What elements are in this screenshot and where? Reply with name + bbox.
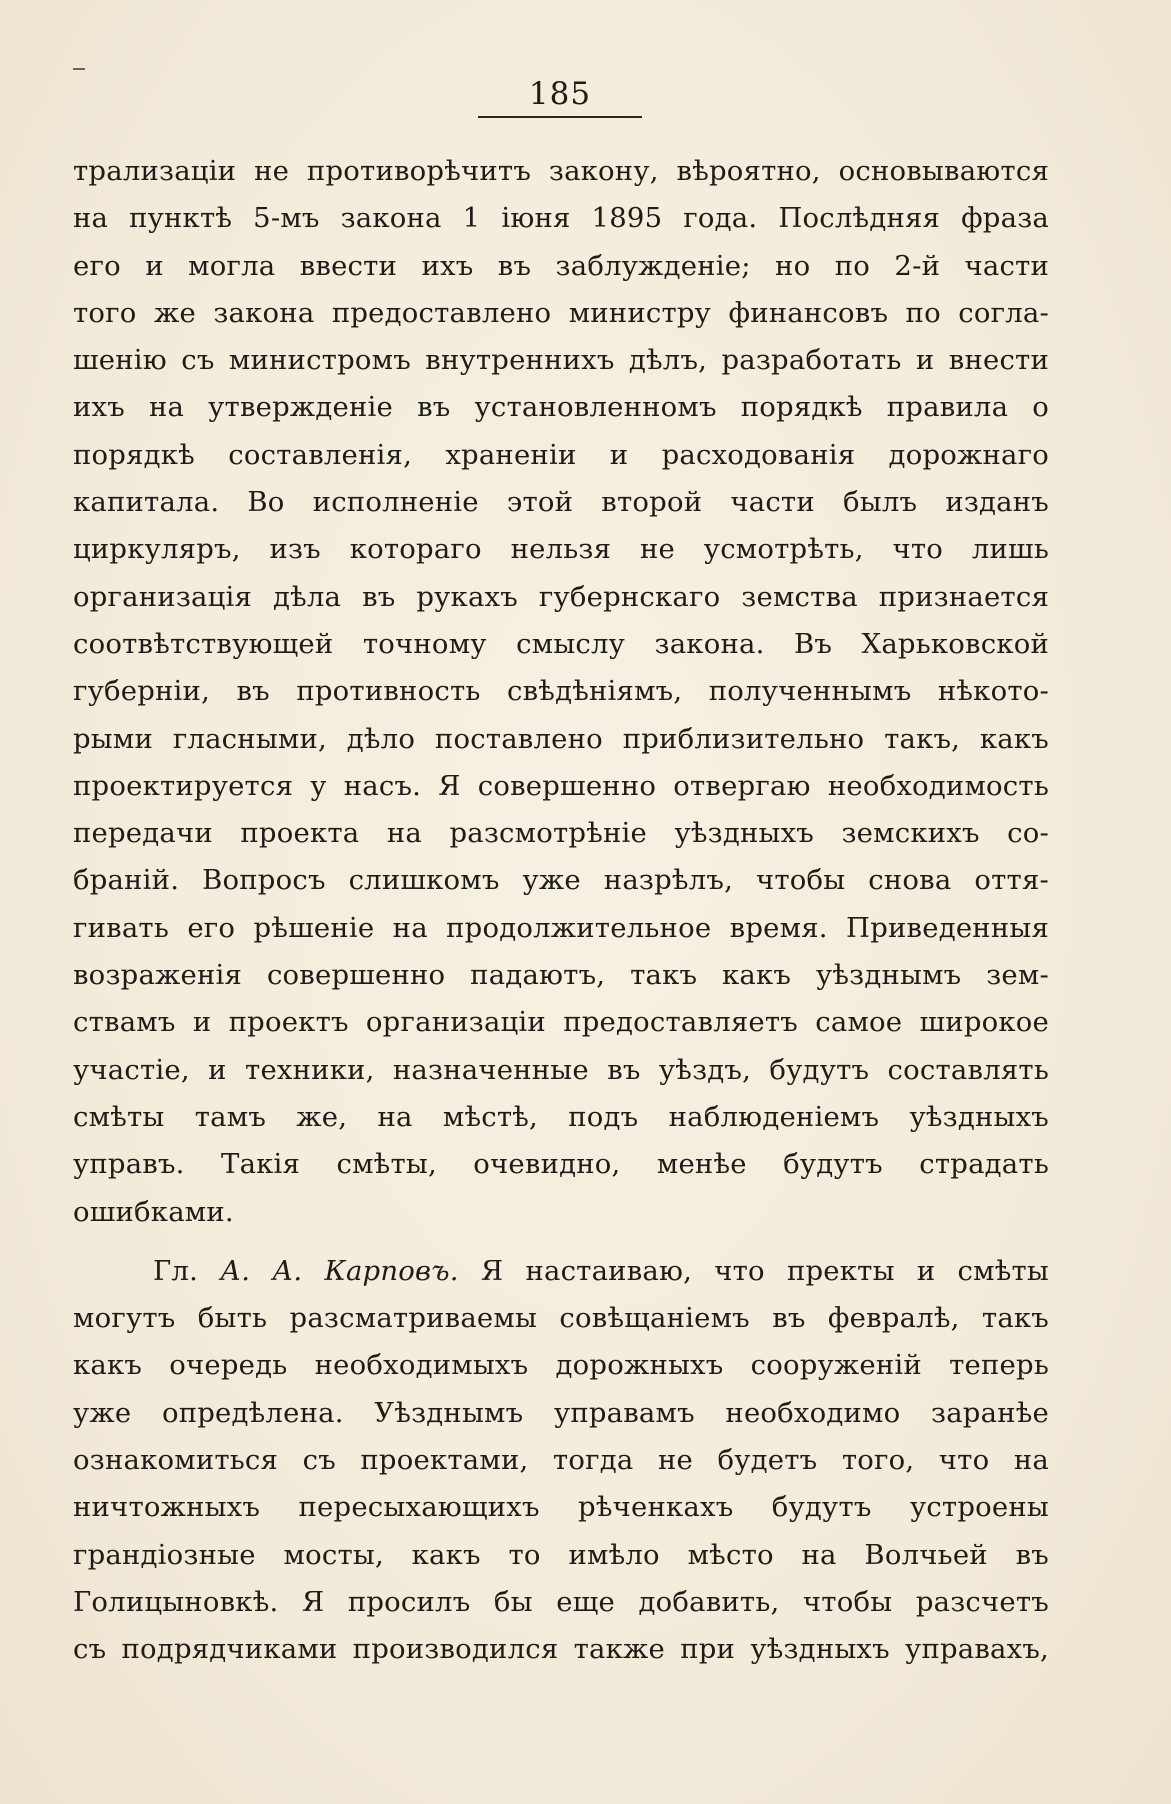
text-line: организація дѣла въ рукахъ губернскаго земства признается xyxy=(73,580,1049,613)
body-text xyxy=(73,148,1049,1674)
text-line: Голицыновкѣ. Я просилъ бы еще добавить, чтобы разсчетъ xyxy=(73,1585,1049,1618)
text-line: на пунктѣ 5-мъ закона 1 іюня 1895 года. Послѣдняя фраза xyxy=(73,202,1049,235)
text-line: участіе, и техники, назначенные въ уѣздъ, будутъ составлять xyxy=(73,1053,1049,1086)
text-line: возраженія совершенно падаютъ, такъ какъ уѣзднымъ зем- xyxy=(73,959,1049,992)
text-line: уже опредѣлена. Уѣзднымъ управамъ необходимо заранѣе xyxy=(73,1396,1049,1429)
paragraph-1 xyxy=(73,148,1049,1236)
text-line: грандіозные мосты, какъ то имѣло мѣсто на Волчьей въ xyxy=(73,1538,1049,1571)
text-line: браній. Вопросъ слишкомъ уже назрѣлъ, чтобы снова оття- xyxy=(73,864,1049,897)
text-line: того же закона предоставлено министру финансовъ по согла- xyxy=(73,296,1049,329)
text-line: смѣты тамъ же, на мѣстѣ, подъ наблюденіемъ уѣздныхъ xyxy=(73,1100,1049,1133)
text-line: могутъ быть разсматриваемы совѣщаніемъ въ февралѣ, такъ xyxy=(73,1302,1049,1335)
text-line: губерніи, въ противность свѣдѣніямъ, полученнымъ нѣкото- xyxy=(73,675,1049,708)
text-line: капитала. Во исполненіе этой второй части былъ изданъ xyxy=(73,486,1049,519)
text-line: ихъ на утвержденіе въ установленномъ порядкѣ правила о xyxy=(73,391,1049,424)
text-line: передачи проекта на разсмотрѣніе уѣздныхъ земскихъ со- xyxy=(73,817,1049,850)
text-line: циркуляръ, изъ котораго нельзя не усмотрѣть, что лишь xyxy=(73,533,1049,566)
text-line: съ подрядчиками производился также при уѣздныхъ управахъ, xyxy=(73,1633,1049,1666)
text-line: гивать его рѣшеніе на продолжительное время. Приведенныя xyxy=(73,911,1049,944)
text-line: ничтожныхъ пересыхающихъ рѣченкахъ будутъ устроены xyxy=(73,1491,1049,1524)
header-rule xyxy=(478,116,642,118)
text-line: его и могла ввести ихъ въ заблужденіе; но по 2-й части xyxy=(73,249,1049,282)
paragraph-2 xyxy=(73,1248,1049,1674)
speaker-name: А. А. Карповъ. xyxy=(220,1254,459,1287)
text-line: рыми гласными, дѣло поставлено приблизительно такъ, какъ xyxy=(73,722,1049,755)
margin-mark xyxy=(73,68,85,70)
text-line: соотвѣтствующей точному смыслу закона. Въ Харьковской xyxy=(73,627,1049,660)
speech-first-line xyxy=(73,1248,1049,1295)
speech-text: Я настаиваю, что пректы и смѣты xyxy=(480,1254,1049,1287)
text-line: управъ. Такія смѣты, очевидно, менѣе будутъ страдать xyxy=(73,1148,1049,1181)
text-line: ствамъ и проектъ организаціи предоставляетъ самое широкое xyxy=(73,1006,1049,1039)
text-line: какъ очередь необходимыхъ дорожныхъ сооруженій теперь xyxy=(73,1349,1049,1382)
text-line: проектируется у насъ. Я совершенно отвергаю необходимость xyxy=(73,769,1049,802)
text-line: шенію съ министромъ внутреннихъ дѣлъ, разработать и внести xyxy=(73,344,1049,377)
speaker-prefix: Гл. xyxy=(153,1254,199,1287)
text-line: порядкѣ составленія, храненіи и расходованія дорожнаго xyxy=(73,438,1049,471)
page-number: 185 xyxy=(528,76,592,112)
text-line: трализаціи не противорѣчитъ закону, вѣроятно, основываются xyxy=(73,155,1049,187)
text-line: ошибками. xyxy=(73,1195,234,1228)
text-line: ознакомиться съ проектами, тогда не будетъ того, что на xyxy=(73,1444,1049,1477)
paragraph-gap xyxy=(73,1236,1049,1248)
